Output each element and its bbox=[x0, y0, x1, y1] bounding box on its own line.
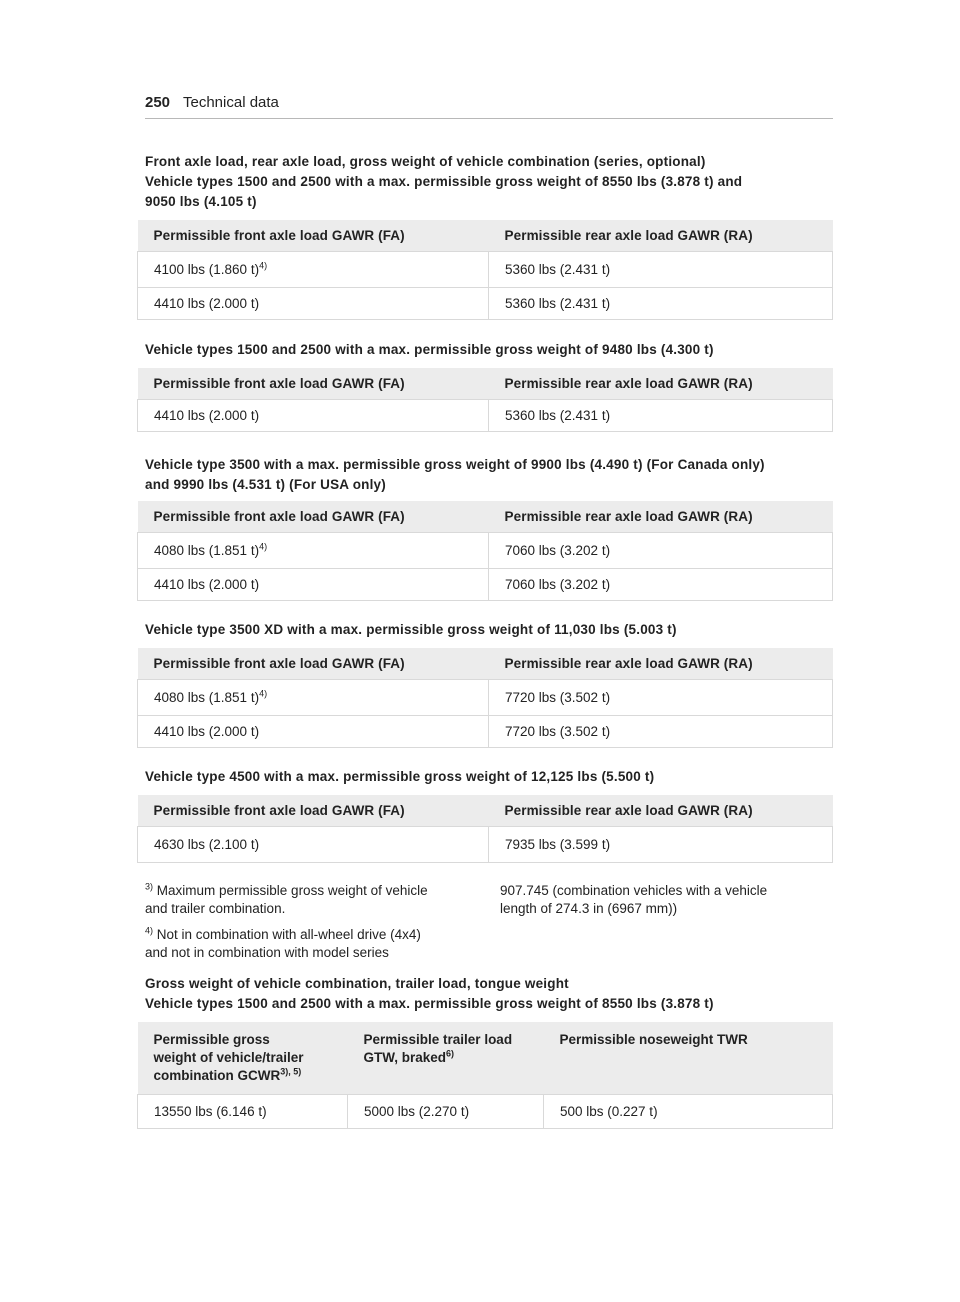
heading-line: Gross weight of vehicle combination, trailer load, tongue weight bbox=[145, 976, 569, 991]
rear-axle-cell: 7060 lbs (3.202 t) bbox=[489, 569, 833, 601]
heading-line: Vehicle types 1500 and 2500 with a max. permissible gross weight of 8550 lbs (3.878 t) bbox=[145, 996, 714, 1011]
section5-table bbox=[137, 795, 833, 863]
front-axle-cell: 4410 lbs (2.000 t) bbox=[138, 288, 489, 320]
rear-axle-cell: 5360 lbs (2.431 t) bbox=[489, 400, 833, 432]
footnote-ref: 4) bbox=[259, 688, 268, 699]
column-header-rear-axle: Permissible rear axle load GAWR (RA) bbox=[489, 220, 833, 252]
column-header-front-axle: Permissible front axle load GAWR (FA) bbox=[138, 501, 489, 533]
column-header-front-axle: Permissible front axle load GAWR (FA) bbox=[138, 795, 489, 827]
column-header-rear-axle: Permissible rear axle load GAWR (RA) bbox=[489, 648, 833, 680]
front-axle-cell: 4410 lbs (2.000 t) bbox=[138, 400, 489, 432]
section3-heading bbox=[145, 455, 845, 495]
footnote-ref: 4) bbox=[259, 541, 268, 552]
table-row bbox=[138, 252, 833, 288]
rear-axle-cell: 5360 lbs (2.431 t) bbox=[489, 252, 833, 288]
section1-table bbox=[137, 220, 833, 320]
footnote-mark: 3) bbox=[145, 881, 154, 892]
footnote-mark: 4) bbox=[145, 925, 154, 936]
running-title: Technical data bbox=[183, 94, 279, 111]
footnotes bbox=[145, 882, 475, 970]
table-row bbox=[138, 1095, 833, 1129]
rear-axle-cell: 7060 lbs (3.202 t) bbox=[489, 533, 833, 569]
heading-line: 9050 lbs (4.105 t) bbox=[145, 194, 257, 209]
heading-line: Vehicle types 1500 and 2500 with a max. permissible gross weight of 8550 lbs (3.878 t) and bbox=[145, 174, 743, 189]
table-row bbox=[138, 400, 833, 432]
front-axle-cell: 4080 lbs (1.851 t)$^{4)}$ bbox=[138, 533, 489, 569]
table-row bbox=[138, 533, 833, 569]
section5-heading: Vehicle type 4500 with a max. permissible gross weight of 12,125 lbs (5.500 t) bbox=[145, 769, 655, 784]
column-header-front-axle: Permissible front axle load GAWR (FA) bbox=[138, 368, 489, 400]
page-number: 250 bbox=[145, 94, 171, 111]
table-header-row bbox=[138, 648, 833, 680]
column-header-rear-axle: Permissible rear axle load GAWR (RA) bbox=[489, 368, 833, 400]
rear-axle-cell: 5360 lbs (2.431 t) bbox=[489, 288, 833, 320]
table-header-row bbox=[138, 1022, 833, 1095]
twr-cell: 500 lbs (0.227 t) bbox=[544, 1095, 833, 1129]
column-header-gtw: Permissible trailer load GTW, braked$^{6)}$ bbox=[348, 1022, 544, 1095]
page-header bbox=[145, 94, 833, 119]
rear-axle-cell: 7720 lbs (3.502 t) bbox=[489, 716, 833, 748]
footnote-4: $^{4)}$ Not in combination with all-wheel drive (4x4) and not in combination with model series bbox=[145, 925, 421, 960]
front-axle-cell: 4100 lbs (1.860 t)$^{4)}$ bbox=[138, 252, 489, 288]
section1-heading bbox=[145, 152, 845, 212]
footnote-4-continued: 907.745 (combination vehicles with a vehicle length of 274.3 in (6967 mm)) bbox=[500, 883, 768, 916]
gcwr-cell: 13550 lbs (6.146 t) bbox=[138, 1095, 348, 1129]
table-header-row bbox=[138, 501, 833, 533]
rear-axle-cell: 7935 lbs (3.599 t) bbox=[489, 827, 833, 863]
front-axle-cell: 4630 lbs (2.100 t) bbox=[138, 827, 489, 863]
table-row bbox=[138, 288, 833, 320]
heading-line: and 9990 lbs (4.531 t) (For USA only) bbox=[145, 477, 386, 492]
footnote-ref: 4) bbox=[259, 260, 268, 271]
section4-table bbox=[137, 648, 833, 748]
table-row bbox=[138, 569, 833, 601]
section4-heading: Vehicle type 3500 XD with a max. permissible gross weight of 11,030 lbs (5.003 t) bbox=[145, 622, 677, 637]
column-header-rear-axle: Permissible rear axle load GAWR (RA) bbox=[489, 501, 833, 533]
section6-table bbox=[137, 1022, 833, 1129]
front-axle-cell: 4410 lbs (2.000 t) bbox=[138, 716, 489, 748]
section6-heading bbox=[145, 974, 845, 1014]
table-header-row bbox=[138, 220, 833, 252]
footnote-3: $^{3)}$ Maximum permissible gross weight of vehicle and trailer combination. bbox=[145, 881, 428, 916]
column-header-twr: Permissible noseweight TWR bbox=[544, 1022, 833, 1095]
column-header-front-axle: Permissible front axle load GAWR (FA) bbox=[138, 220, 489, 252]
front-axle-cell: 4080 lbs (1.851 t)$^{4)}$ bbox=[138, 680, 489, 716]
heading-line: Vehicle type 3500 with a max. permissible gross weight of 9900 lbs (4.490 t) (For Canada only) bbox=[145, 457, 765, 472]
table-row bbox=[138, 716, 833, 748]
table-row bbox=[138, 680, 833, 716]
table-header-row bbox=[138, 368, 833, 400]
rear-axle-cell: 7720 lbs (3.502 t) bbox=[489, 680, 833, 716]
front-axle-cell: 4410 lbs (2.000 t) bbox=[138, 569, 489, 601]
column-header-gcwr: Permissible gross weight of vehicle/trailer combination $GCWR^{3), 5)}$ bbox=[138, 1022, 348, 1095]
column-header-front-axle: Permissible front axle load GAWR (FA) bbox=[138, 648, 489, 680]
section2-heading: Vehicle types 1500 and 2500 with a max. permissible gross weight of 9480 lbs (4.300 t) bbox=[145, 342, 714, 357]
heading-line: Front axle load, rear axle load, gross weight of vehicle combination (series, optional) bbox=[145, 154, 706, 169]
section3-table bbox=[137, 501, 833, 601]
table-header-row bbox=[138, 795, 833, 827]
column-header-rear-axle: Permissible rear axle load GAWR (RA) bbox=[489, 795, 833, 827]
section2-table bbox=[137, 368, 833, 432]
gtw-cell: 5000 lbs (2.270 t) bbox=[348, 1095, 544, 1129]
table-row bbox=[138, 827, 833, 863]
